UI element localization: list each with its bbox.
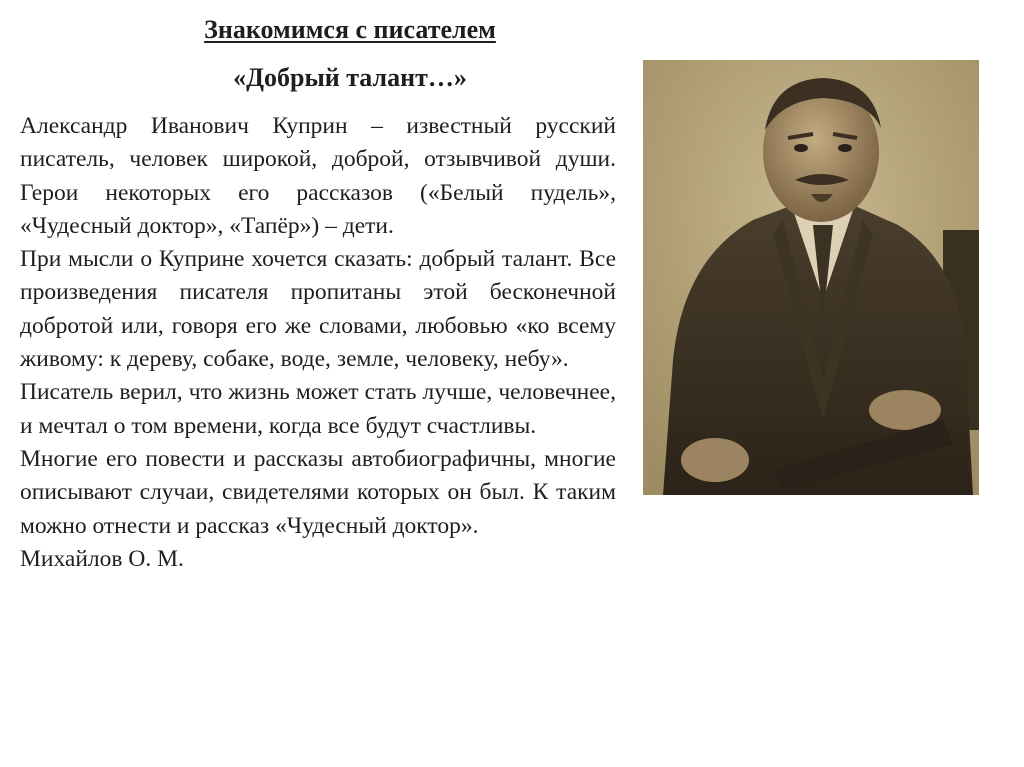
slide-title: Знакомимся с писателем bbox=[204, 15, 496, 44]
body-text bbox=[20, 110, 616, 576]
paragraph-autobiography: Многие его повести и рассказы автобиографичны, многие описывают случаи, свидетелями которых он был. К таким можно отнести и рассказ «Чудесный доктор». bbox=[20, 445, 616, 539]
paragraph-intro: Александр Иванович Куприн – известный русский писатель, человек широкой, доброй, отзывчивой души. Герои некоторых его рассказов («Белый пудель», «Чудесный доктор», «Тапёр») – дети. bbox=[20, 113, 616, 239]
portrait-photo bbox=[643, 60, 979, 495]
author-credit: Михайлов О. М. bbox=[20, 545, 184, 572]
paragraph-belief: Писатель верил, что жизнь может стать лучше, человечнее, и мечтал о том времени, когда все будут счастливы. bbox=[20, 379, 616, 439]
slide-subtitle: «Добрый талант…» bbox=[233, 63, 467, 92]
paragraph-kind-talent: При мысли о Куприне хочется сказать: добрый талант. Все произведения писателя пропитаны этой бесконечной добротой или, говоря его же словами, любовью «ко всему живому: к дереву, собаке, воде, земле, человеку, небу». bbox=[20, 246, 616, 373]
